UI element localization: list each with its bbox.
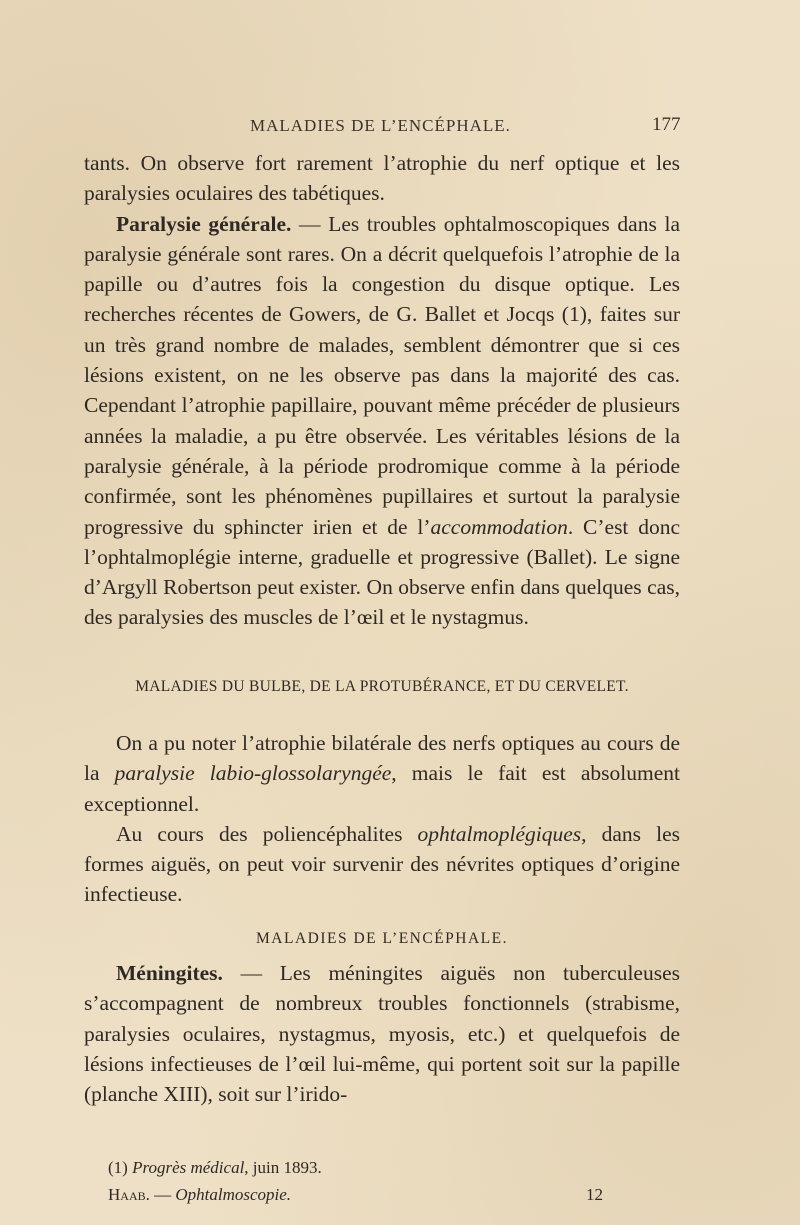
paragraph-text: — Les troubles ophtalmoscopiques dans la paralysie générale sont rares. On a décrit quelquefois l’atrophie de la papille ou d’autres fois la congestion du disque optique. Les recherches récentes de Gowers, de G. Ballet et Jocqs (1), faites sur un très grand nombre de malades, semblent démontrer que si ces lésions existent, on ne les observe pas dans la majorité des cas. Cependant l’atrophie papillaire, pouvant même précéder de plusieurs années la maladie, a pu être observée. Les véritables lésions de la paralysie générale, à la période prodromique comme à la période confirmée, sont les phénomènes pupillaires et surtout la paralysie progressive du sphincter irien et de l’ xyxy=(84,211,680,539)
text-block-tabes-paralysie xyxy=(84,148,680,633)
footnote-source: Progrès médical xyxy=(132,1158,245,1177)
footnote-text: , juin 1893. xyxy=(244,1158,322,1177)
footnote-marker: (1) xyxy=(108,1158,128,1177)
paragraph-text: — Les méningites aiguës non tuberculeuses s’accompagnent de nombreux troubles fonctionnels (strabisme, paralysies oculaires, nystagmus, myosis, etc.) et quelquefois de lésions infectieuses de l’œil lui-même, qui portent soit sur la papille (planche XIII), soit sur l’irido- xyxy=(84,961,680,1107)
paragraph-text: , dans les formes aiguës, on peut voir survenir des névrites optiques d’origine infectieuse. xyxy=(84,821,681,907)
footnote xyxy=(108,1158,322,1178)
paragraph-poliencephalites xyxy=(84,819,680,910)
paragraph-text: On a pu noter l’atrophie bilatérale des nerfs optiques au cours de la xyxy=(84,731,680,786)
paragraph-text: . C’est donc l’ophtalmoplégie interne, graduelle et progressive (Ballet). Le signe d’Argyll Robertson peut exister. On observe enfin dans quelques cas, des paralysies des muscles de l’œil et le nystagmus. xyxy=(84,514,680,630)
paragraph-paralysie-generale xyxy=(84,209,680,633)
section-heading-bulbe: MALADIES DU BULBE, DE LA PROTUBÉRANCE, ET DU CERVELET. xyxy=(135,678,629,695)
paragraph-atrophie-bilaterale xyxy=(84,728,680,819)
signature-title: Ophtalmoscopie. xyxy=(175,1185,292,1204)
text-block-bulbe xyxy=(84,728,680,910)
paragraph-heading: Méningites. xyxy=(116,961,223,985)
signature-author: Haab. xyxy=(108,1185,150,1204)
paragraph-text: Au cours des poliencéphalites xyxy=(116,821,418,846)
paragraph-heading: Paralysie générale. xyxy=(116,211,292,236)
italic-term: accommodation xyxy=(430,514,568,539)
paragraph-meningites xyxy=(84,958,680,1109)
italic-term: ophtalmoplégiques xyxy=(417,821,582,846)
running-head: MALADIES DE L’ENCÉPHALE. xyxy=(250,116,511,135)
page-number: 177 xyxy=(652,114,681,135)
paragraph-text: , mais le fait est absolument exceptionnel. xyxy=(84,761,680,816)
section-heading-encephale: MALADIES DE L’ENCÉPHALE. xyxy=(256,930,508,947)
signature-dash: — xyxy=(149,1185,176,1204)
text-block-meningites xyxy=(84,958,680,1109)
italic-term: paralysie labio-glossolaryngée xyxy=(114,761,392,786)
signature-line xyxy=(108,1185,680,1205)
paragraph-tabes-end: tants. On observe fort rarement l’atrophie du nerf optique et les paralysies oculaires des tabétiques. xyxy=(84,151,680,206)
sheet-mark: 12 xyxy=(586,1185,603,1204)
